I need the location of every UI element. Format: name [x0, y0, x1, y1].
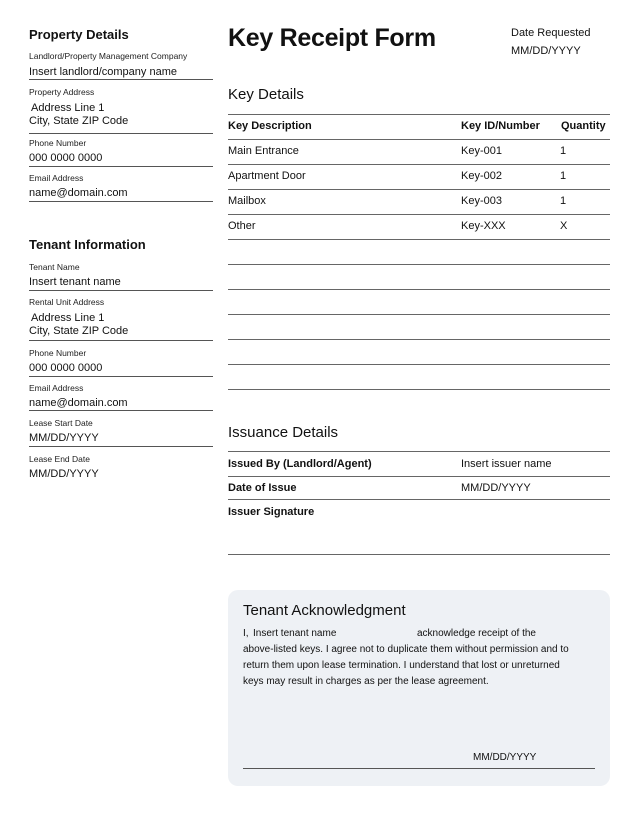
property-phone-field[interactable]: 000 0000 0000	[29, 152, 103, 164]
divider	[29, 446, 213, 447]
quantity-cell[interactable]: 1	[560, 145, 567, 157]
col-key-id: Key ID/Number	[461, 120, 540, 132]
ack-text-line1: acknowledge receipt of the	[417, 628, 536, 639]
col-key-description: Key Description	[228, 120, 312, 132]
date-requested-label: Date Requested	[511, 27, 591, 39]
key-description-cell[interactable]: Apartment Door	[228, 170, 306, 182]
company-label: Landlord/Property Management Company	[29, 51, 188, 61]
divider	[228, 114, 610, 115]
tenant-phone-field[interactable]: 000 0000 0000	[29, 362, 103, 374]
issued-by-label: Issued By (Landlord/Agent)	[228, 458, 372, 470]
empty-key-row-line[interactable]	[228, 264, 610, 265]
divider	[29, 410, 213, 411]
lease-end-label: Lease End Date	[29, 454, 90, 464]
date-requested-field[interactable]: MM/DD/YYYY	[511, 45, 581, 57]
tenant-name-label: Tenant Name	[29, 262, 80, 272]
divider	[29, 290, 213, 291]
divider	[29, 201, 213, 202]
issuer-signature-line[interactable]	[228, 554, 610, 555]
empty-key-row-line[interactable]	[228, 289, 610, 290]
divider	[228, 214, 610, 215]
property-phone-label: Phone Number	[29, 138, 87, 148]
ack-signature-line[interactable]	[243, 768, 595, 769]
divider	[228, 476, 610, 477]
property-details-heading: Property Details	[29, 27, 129, 42]
divider	[29, 340, 213, 341]
key-description-cell[interactable]: Main Entrance	[228, 145, 299, 157]
key-id-cell[interactable]: Key-003	[461, 195, 502, 207]
lease-start-field[interactable]: MM/DD/YYYY	[29, 432, 99, 444]
tenant-name-field[interactable]: Insert tenant name	[29, 276, 121, 288]
key-id-cell[interactable]: Key-XXX	[461, 220, 506, 232]
lease-start-label: Lease Start Date	[29, 418, 93, 428]
rental-address-line2[interactable]: City, State ZIP Code	[29, 325, 129, 337]
tenant-info-heading: Tenant Information	[29, 237, 146, 252]
property-address-line1[interactable]: Address Line 1	[31, 102, 105, 114]
col-quantity: Quantity	[561, 120, 606, 132]
issuer-signature-label: Issuer Signature	[228, 506, 315, 518]
rental-address-line1[interactable]: Address Line 1	[31, 312, 105, 324]
divider	[228, 164, 610, 165]
ack-text-line2: above-listed keys. I agree not to duplicate them without permission and to	[243, 644, 569, 655]
date-of-issue-field[interactable]: MM/DD/YYYY	[461, 482, 531, 494]
divider	[228, 499, 610, 500]
issued-by-field[interactable]: Insert issuer name	[461, 458, 552, 470]
divider	[228, 451, 610, 452]
tenant-email-label: Email Address	[29, 383, 84, 393]
empty-key-row-line[interactable]	[228, 389, 610, 390]
property-address-label: Property Address	[29, 87, 95, 97]
key-id-cell[interactable]: Key-002	[461, 170, 502, 182]
ack-tenant-name-field[interactable]: Insert tenant name	[253, 628, 337, 639]
page-title: Key Receipt Form	[228, 24, 436, 52]
ack-date-field[interactable]: MM/DD/YYYY	[473, 752, 537, 763]
lease-end-field[interactable]: MM/DD/YYYY	[29, 468, 99, 480]
divider	[29, 79, 213, 80]
ack-text-line4: keys may result in charges as per the lease agreement.	[243, 676, 489, 687]
quantity-cell[interactable]: 1	[560, 170, 567, 182]
empty-key-row-line[interactable]	[228, 364, 610, 365]
tenant-phone-label: Phone Number	[29, 348, 87, 358]
issuance-heading: Issuance Details	[228, 424, 339, 441]
key-id-cell[interactable]: Key-001	[461, 145, 502, 157]
key-description-cell[interactable]: Other	[228, 220, 256, 232]
key-details-heading: Key Details	[228, 86, 304, 103]
rental-address-label: Rental Unit Address	[29, 297, 105, 307]
divider	[228, 189, 610, 190]
key-description-cell[interactable]: Mailbox	[228, 195, 266, 207]
property-email-field[interactable]: name@domain.com	[29, 187, 128, 199]
acknowledgment-heading: Tenant Acknowledgment	[243, 602, 406, 619]
ack-text-line3: return them upon lease termination. I understand that lost or unreturned	[243, 660, 560, 671]
empty-key-row-line[interactable]	[228, 339, 610, 340]
property-address-line2[interactable]: City, State ZIP Code	[29, 115, 129, 127]
tenant-email-field[interactable]: name@domain.com	[29, 397, 128, 409]
quantity-cell[interactable]: 1	[560, 195, 567, 207]
ack-prefix: I,	[243, 628, 249, 639]
empty-key-row-line[interactable]	[228, 314, 610, 315]
divider	[228, 239, 610, 240]
quantity-cell[interactable]: X	[560, 220, 568, 232]
divider	[228, 139, 610, 140]
property-email-label: Email Address	[29, 173, 84, 183]
divider	[29, 133, 213, 134]
date-of-issue-label: Date of Issue	[228, 482, 297, 494]
tenant-acknowledgment-box	[228, 590, 610, 786]
company-field[interactable]: Insert landlord/company name	[29, 66, 177, 78]
divider	[29, 166, 213, 167]
divider	[29, 376, 213, 377]
